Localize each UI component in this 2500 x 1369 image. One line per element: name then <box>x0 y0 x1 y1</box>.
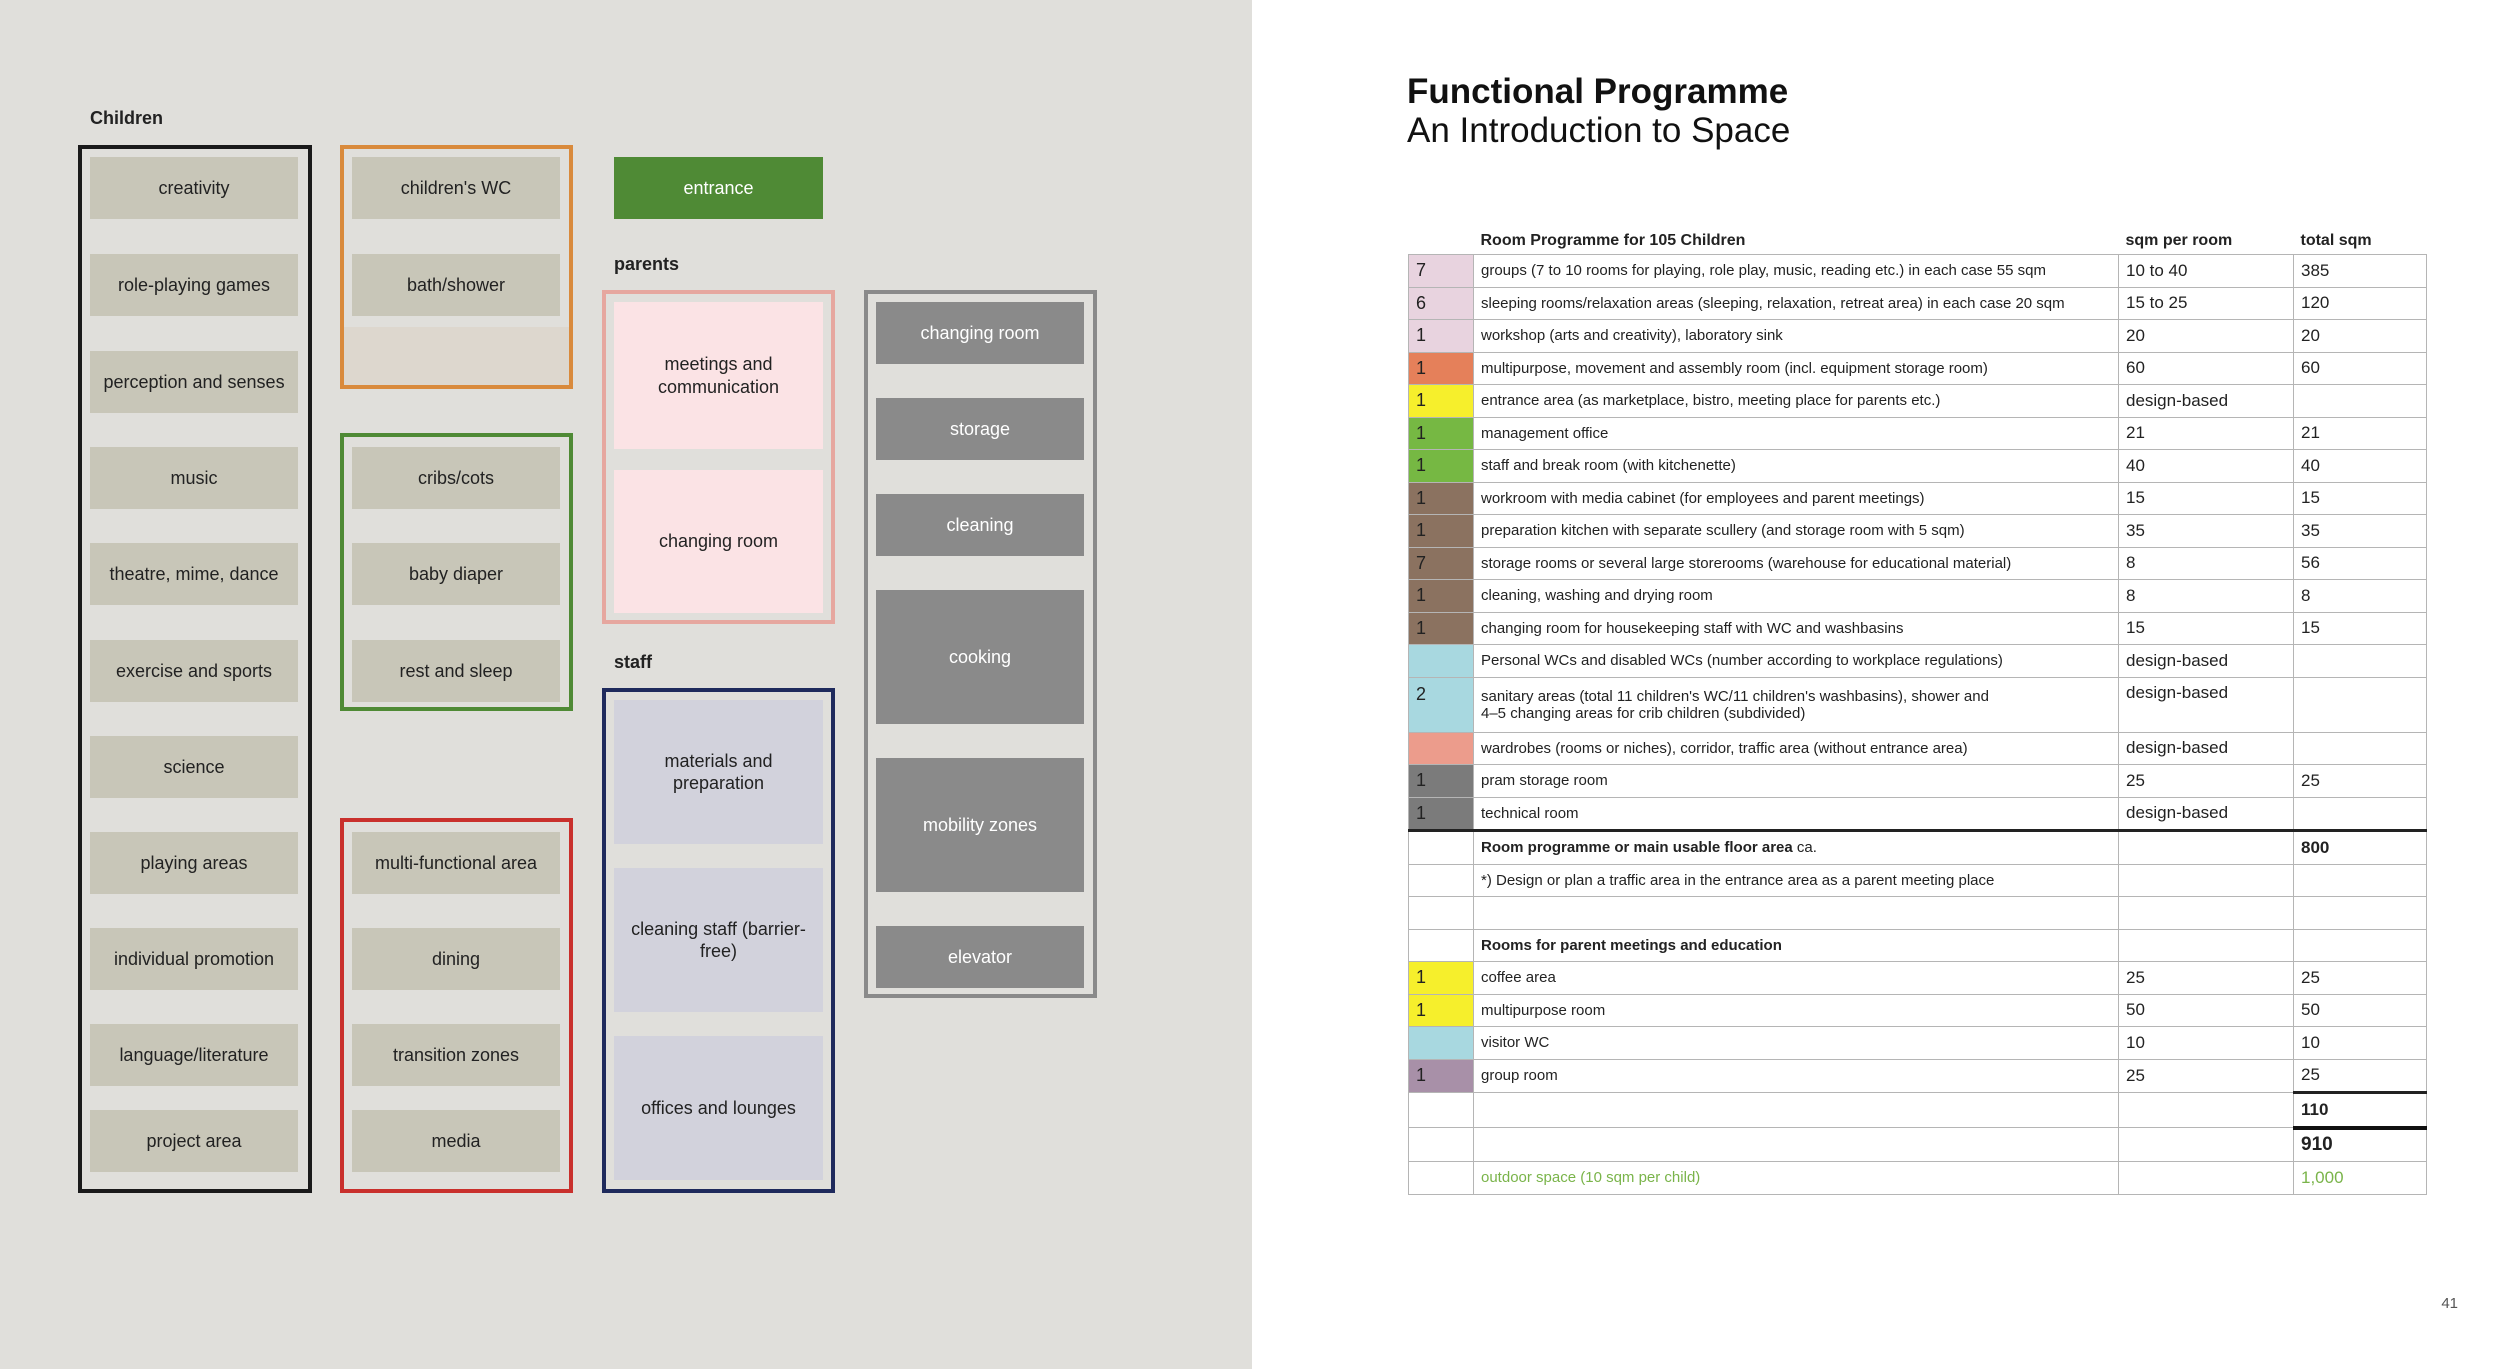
room-description: cleaning, washing and drying room <box>1481 587 1713 605</box>
table-row <box>1409 385 2427 418</box>
room-description: workshop (arts and creativity), laboratory sink <box>1481 327 1783 345</box>
main-area-row <box>1409 831 2427 865</box>
table-row <box>1409 417 2427 450</box>
room-count-cell: 1 <box>1409 797 1474 831</box>
room-programme-table <box>1408 220 2427 1195</box>
room-description: wardrobes (rooms or niches), corridor, traffic area (without entrance area) <box>1481 739 1968 757</box>
wc-box: children's WC <box>352 157 560 219</box>
total-sqm-cell: 25 <box>2294 1059 2427 1093</box>
offices-box: offices and lounges <box>614 1036 823 1180</box>
blank-cell <box>1409 831 1474 865</box>
room-description-cell <box>1474 482 2119 515</box>
sqm-per-room-cell: design-based <box>2119 732 2294 765</box>
multifunction-box: dining <box>352 928 560 990</box>
note-row-total <box>2294 864 2427 897</box>
room-count-cell: 1 <box>1409 994 1474 1027</box>
table-row <box>1409 287 2427 320</box>
outdoor-row-total: 1,000 <box>2294 1162 2427 1195</box>
room-description-cell <box>1474 994 2119 1027</box>
room-description: entrance area (as marketplace, bistro, meeting place for parents etc.) <box>1481 392 1941 410</box>
empty-row-total <box>2294 897 2427 930</box>
subtotal-row-label <box>1474 1093 2119 1128</box>
table-row <box>1409 1027 2427 1060</box>
header-blank <box>1409 220 1474 255</box>
room-count-cell: 1 <box>1409 1059 1474 1093</box>
total-sqm-cell: 21 <box>2294 417 2427 450</box>
room-count-cell: 1 <box>1409 352 1474 385</box>
sqm-per-room-cell: 15 <box>2119 482 2294 515</box>
sqm-per-room-cell: design-based <box>2119 385 2294 418</box>
page-title: Functional Programme <box>1407 72 1789 111</box>
parents-changing-room-box: changing room <box>614 470 823 613</box>
blank-cell <box>1409 1162 1474 1195</box>
room-description: sanitary areas (total 11 children's WC/11 children's washbasins), shower and <box>1481 687 1989 705</box>
table-row <box>1409 797 2427 831</box>
note-row-label: *) Design or plan a traffic area in the entrance area as a parent meeting place <box>1474 864 2119 897</box>
blank-cell <box>1409 1093 1474 1128</box>
total-sqm-cell <box>2294 385 2427 418</box>
room-count-cell: 7 <box>1409 547 1474 580</box>
table-row <box>1409 255 2427 288</box>
parents-label: parents <box>614 254 680 274</box>
table-row <box>1409 450 2427 483</box>
children-label: Children <box>90 108 164 128</box>
room-description-cont: 4–5 changing areas for crib children (subdivided) <box>1481 704 1806 722</box>
sqm-per-room-cell: 15 <box>2119 612 2294 645</box>
main-area-suffix: ca. <box>1796 839 1817 857</box>
table-row <box>1409 482 2427 515</box>
room-description-cell <box>1474 255 2119 288</box>
sqm-per-room-cell: 60 <box>2119 352 2294 385</box>
sqm-per-room-cell: 8 <box>2119 580 2294 613</box>
room-description: Personal WCs and disabled WCs (number according to workplace regulations) <box>1481 652 2003 670</box>
room-count-cell: 1 <box>1409 385 1474 418</box>
sqm-per-room-cell: design-based <box>2119 797 2294 831</box>
children-activity-box: exercise and sports <box>90 640 298 702</box>
crib-box: cribs/cots <box>352 447 560 509</box>
blank-cell <box>1409 929 1474 962</box>
sqm-per-room-cell: 35 <box>2119 515 2294 548</box>
service-box: elevator <box>876 926 1084 988</box>
page-number: 41 <box>2441 1295 2458 1312</box>
sqm-per-room-cell: 20 <box>2119 320 2294 353</box>
room-description-cell <box>1474 797 2119 831</box>
table-row <box>1409 994 2427 1027</box>
blank-cell <box>2119 1128 2294 1162</box>
wc-empty-slot <box>344 327 569 385</box>
room-count-cell <box>1409 732 1474 765</box>
room-description-cell <box>1474 515 2119 548</box>
children-activity-box: project area <box>90 1110 298 1172</box>
sqm-per-room-cell: 40 <box>2119 450 2294 483</box>
table-row <box>1409 765 2427 798</box>
outdoor-row-label: outdoor space (10 sqm per child) <box>1474 1162 2119 1195</box>
room-count-cell: 1 <box>1409 320 1474 353</box>
total-sqm-cell: 385 <box>2294 255 2427 288</box>
multifunction-box: transition zones <box>352 1024 560 1086</box>
parents-heading-row-label: Rooms for parent meetings and education <box>1474 929 2119 962</box>
parents-heading-row <box>1409 929 2427 962</box>
room-description-cell <box>1474 287 2119 320</box>
programme-page <box>1252 0 2500 1369</box>
room-description-cell <box>1474 765 2119 798</box>
blank-cell <box>1409 864 1474 897</box>
room-description: workroom with media cabinet (for employees and parent meetings) <box>1481 489 1925 507</box>
room-description-cell <box>1474 1027 2119 1060</box>
table-header-row <box>1409 220 2427 255</box>
total-sqm-cell: 20 <box>2294 320 2427 353</box>
children-activity-box: science <box>90 736 298 798</box>
table-row <box>1409 1059 2427 1093</box>
subtotal-row-total: 110 <box>2294 1093 2427 1128</box>
table-row <box>1409 962 2427 995</box>
blank-cell <box>2119 929 2294 962</box>
table-row <box>1409 580 2427 613</box>
empty-row <box>1409 897 2427 930</box>
table-row <box>1409 612 2427 645</box>
sqm-per-room-cell: 21 <box>2119 417 2294 450</box>
grand-total-row-total: 910 <box>2294 1128 2427 1162</box>
table-row <box>1409 352 2427 385</box>
multifunction-box: multi-functional area <box>352 832 560 894</box>
outdoor-row <box>1409 1162 2427 1195</box>
total-sqm-cell: 8 <box>2294 580 2427 613</box>
sqm-per-room-cell: 50 <box>2119 994 2294 1027</box>
service-box: cleaning <box>876 494 1084 556</box>
total-sqm-cell: 25 <box>2294 962 2427 995</box>
table-row <box>1409 677 2427 732</box>
room-description: staff and break room (with kitchenette) <box>1481 457 1736 475</box>
room-description-cell <box>1474 645 2119 678</box>
table-row <box>1409 732 2427 765</box>
children-activity-box: theatre, mime, dance <box>90 543 298 605</box>
materials-box: materials and preparation <box>614 700 823 844</box>
grand-total-row <box>1409 1128 2427 1162</box>
sqm-per-room-cell: 25 <box>2119 765 2294 798</box>
room-description: visitor WC <box>1481 1034 1550 1052</box>
sqm-per-room-cell: design-based <box>2119 677 2294 732</box>
room-description: multipurpose, movement and assembly room (incl. equipment storage room) <box>1481 359 1988 377</box>
room-description: multipurpose room <box>1481 1001 1606 1019</box>
service-box: storage <box>876 398 1084 460</box>
children-activity-box: music <box>90 447 298 509</box>
room-description-cell <box>1474 732 2119 765</box>
room-count-cell: 1 <box>1409 580 1474 613</box>
sqm-per-room-cell: 25 <box>2119 962 2294 995</box>
room-count-cell: 1 <box>1409 612 1474 645</box>
header-total: total sqm <box>2300 232 2372 249</box>
children-activity-box: language/literature <box>90 1024 298 1086</box>
room-count-cell: 1 <box>1409 765 1474 798</box>
total-sqm-cell: 120 <box>2294 287 2427 320</box>
room-description: preparation kitchen with separate scullery (and storage room with 5 sqm) <box>1481 522 1965 540</box>
blank-cell <box>2119 831 2294 865</box>
room-count-cell: 1 <box>1409 417 1474 450</box>
total-sqm-cell: 35 <box>2294 515 2427 548</box>
staff-label: staff <box>614 652 653 672</box>
entrance-box: entrance <box>614 157 823 219</box>
room-description-cell <box>1474 677 2119 732</box>
children-activity-box: individual promotion <box>90 928 298 990</box>
room-description-cell <box>1474 547 2119 580</box>
sqm-per-room-cell: design-based <box>2119 645 2294 678</box>
service-box: cooking <box>876 590 1084 724</box>
total-sqm-cell: 40 <box>2294 450 2427 483</box>
total-sqm-cell: 15 <box>2294 482 2427 515</box>
room-description: sleeping rooms/relaxation areas (sleeping, relaxation, retreat area) in each case 20 sqm <box>1481 294 2065 312</box>
room-description: groups (7 to 10 rooms for playing, role play, music, reading etc.) in each case 55 sqm <box>1481 262 2046 280</box>
room-description: pram storage room <box>1481 772 1608 790</box>
sqm-per-room-cell: 25 <box>2119 1059 2294 1093</box>
table-row <box>1409 515 2427 548</box>
room-count-cell: 6 <box>1409 287 1474 320</box>
room-count-cell <box>1409 1027 1474 1060</box>
room-description-cell <box>1474 612 2119 645</box>
total-sqm-cell: 56 <box>2294 547 2427 580</box>
note-row <box>1409 864 2427 897</box>
service-box: changing room <box>876 302 1084 364</box>
total-sqm-cell: 25 <box>2294 765 2427 798</box>
blank-cell <box>2119 864 2294 897</box>
blank-cell <box>1409 1128 1474 1162</box>
table-row <box>1409 645 2427 678</box>
total-sqm-cell <box>2294 732 2427 765</box>
total-sqm-cell: 50 <box>2294 994 2427 1027</box>
header-room: Room Programme for 105 Children <box>1480 232 1746 249</box>
room-description: changing room for housekeeping staff with WC and washbasins <box>1481 619 1904 637</box>
room-description: management office <box>1481 424 1609 442</box>
room-count-cell: 1 <box>1409 962 1474 995</box>
sqm-per-room-cell: 8 <box>2119 547 2294 580</box>
subtotal-row <box>1409 1093 2427 1128</box>
crib-box: rest and sleep <box>352 640 560 702</box>
total-sqm-cell: 15 <box>2294 612 2427 645</box>
room-description: storage rooms or several large storerooms (warehouse for educational material) <box>1481 554 2012 572</box>
sqm-per-room-cell: 10 to 40 <box>2119 255 2294 288</box>
service-box: mobility zones <box>876 758 1084 892</box>
room-count-cell: 1 <box>1409 482 1474 515</box>
empty-row-label <box>1474 897 2119 930</box>
room-description-cell <box>1474 352 2119 385</box>
room-description-cell <box>1474 320 2119 353</box>
grand-total-row-label <box>1474 1128 2119 1162</box>
parents-heading-row-total <box>2294 929 2427 962</box>
total-sqm-cell: 60 <box>2294 352 2427 385</box>
main-area-label-cell <box>1474 831 2119 865</box>
room-description-cell <box>1474 580 2119 613</box>
cleaning-staff-box: cleaning staff (barrier-free) <box>614 868 823 1012</box>
room-description-cell <box>1474 962 2119 995</box>
main-area-total-cell: 800 <box>2294 831 2427 865</box>
crib-box: baby diaper <box>352 543 560 605</box>
room-description: coffee area <box>1481 969 1556 987</box>
room-count-cell: 2 <box>1409 677 1474 732</box>
blank-cell <box>2119 1093 2294 1128</box>
total-sqm-cell: 10 <box>2294 1027 2427 1060</box>
room-count-cell: 1 <box>1409 450 1474 483</box>
room-count-cell <box>1409 645 1474 678</box>
room-count-cell: 1 <box>1409 515 1474 548</box>
table-row <box>1409 547 2427 580</box>
blank-cell <box>2119 897 2294 930</box>
sqm-per-room-cell: 15 to 25 <box>2119 287 2294 320</box>
table-row <box>1409 320 2427 353</box>
room-description-cell <box>1474 450 2119 483</box>
children-activity-box: creativity <box>90 157 298 219</box>
room-description: group room <box>1481 1067 1558 1085</box>
page-subtitle: An Introduction to Space <box>1407 111 1791 150</box>
children-activity-box: playing areas <box>90 832 298 894</box>
main-area-label: Room programme or main usable floor area <box>1481 839 1793 857</box>
total-sqm-cell <box>2294 645 2427 678</box>
total-sqm-cell <box>2294 677 2427 732</box>
blank-cell <box>2119 1162 2294 1195</box>
children-activity-box: perception and senses <box>90 351 298 413</box>
children-activity-box: role-playing games <box>90 254 298 316</box>
meetings-box: meetings and communication <box>614 302 823 449</box>
room-description-cell <box>1474 385 2119 418</box>
room-description-cell <box>1474 1059 2119 1093</box>
room-description-cell <box>1474 417 2119 450</box>
sqm-per-room-cell: 10 <box>2119 1027 2294 1060</box>
wc-box: bath/shower <box>352 254 560 316</box>
room-description: technical room <box>1481 804 1579 822</box>
total-sqm-cell <box>2294 797 2427 831</box>
room-count-cell: 7 <box>1409 255 1474 288</box>
header-sqm: sqm per room <box>2125 232 2233 249</box>
multifunction-box: media <box>352 1110 560 1172</box>
blank-cell <box>1409 897 1474 930</box>
